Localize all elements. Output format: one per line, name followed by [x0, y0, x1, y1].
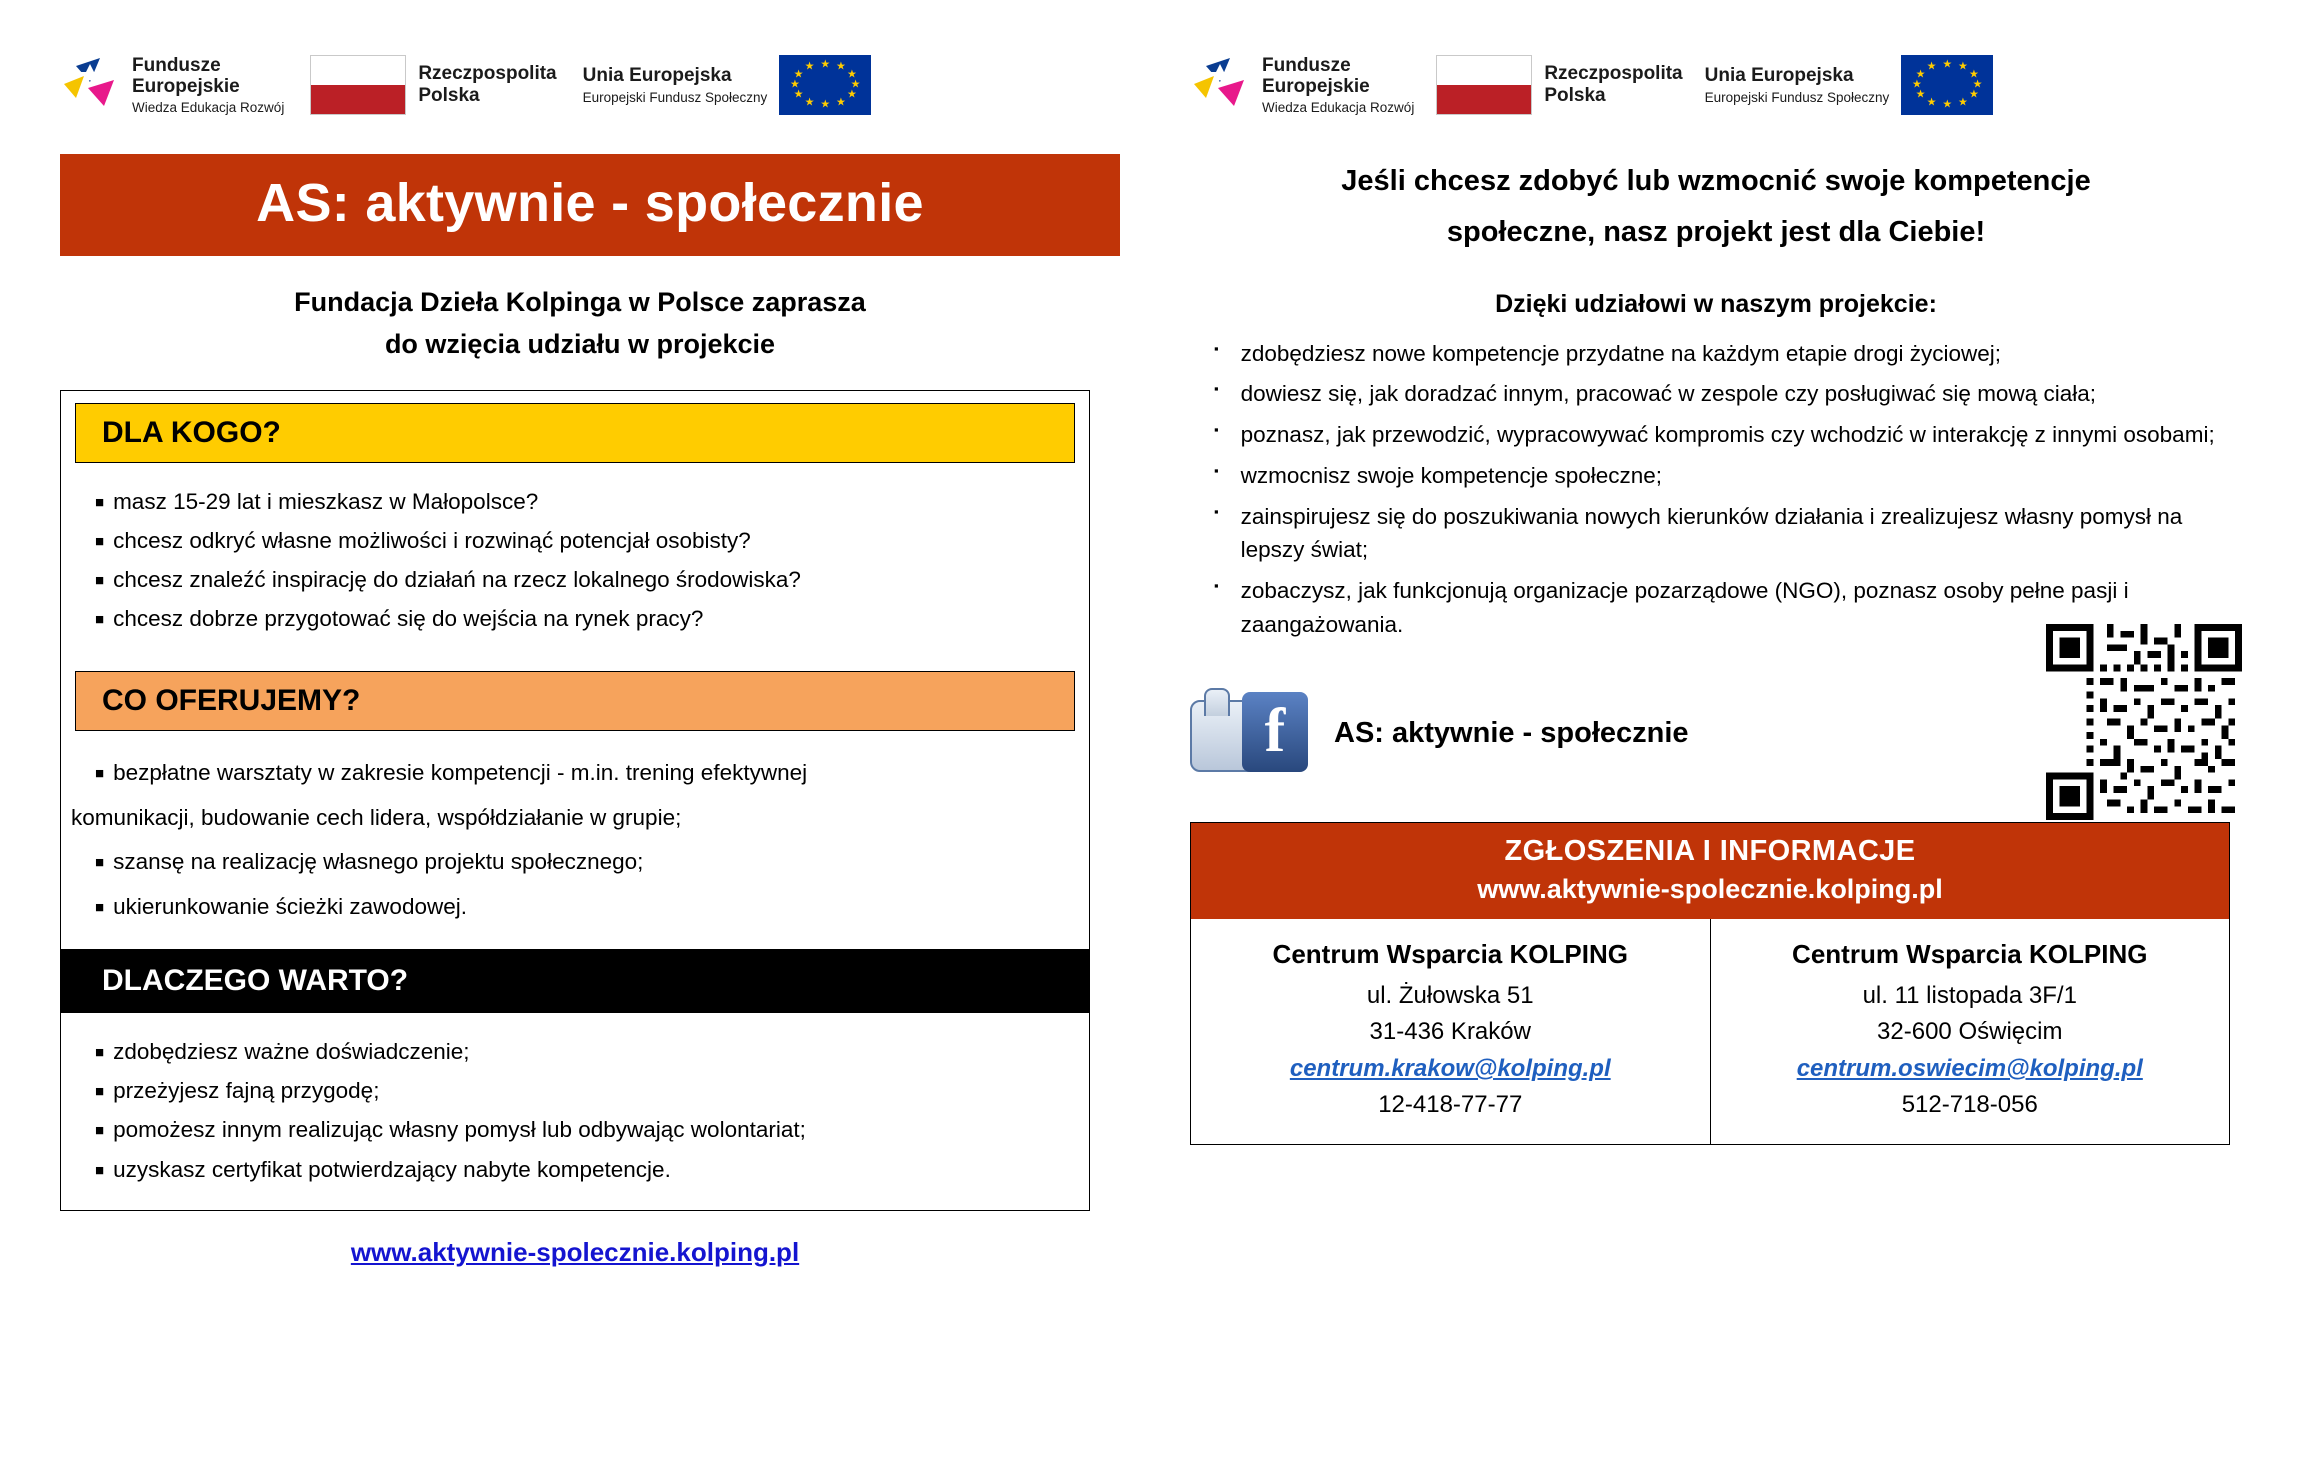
list-item-label: zainspirujesz się do poszukiwania nowych kierunków działania i zrealizujesz własny pomysł na lepszy świat;	[1240, 503, 2183, 563]
office-street: ul. 11 listopada 3F/1	[1862, 982, 2077, 1010]
list-item: ■ chcesz odkryć własne możliwości i rozwinąć potencjał osobisty?	[95, 524, 1063, 558]
eu-flag-icon: ★ ★ ★ ★ ★ ★ ★ ★ ★ ★ ★ ★	[1901, 55, 1993, 115]
list-item: ■ szansę na realizację własnego projektu społecznego;	[95, 842, 1063, 881]
fe-line1: Fundusze	[132, 54, 221, 76]
office-email-link[interactable]: centrum.krakow@kolping.pl	[1289, 1054, 1611, 1082]
contact-header-title: ZGŁOSZENIA I INFORMACJE	[1504, 834, 1916, 867]
fundusze-europejskie-text	[132, 55, 284, 116]
office-name: Centrum Wsparcia KOLPING	[1272, 938, 1628, 969]
bullet-square-icon: ▪	[1214, 340, 1219, 356]
list-item: ■ masz 15-29 lat i mieszkasz w Małopolsce?	[95, 485, 1063, 519]
unia-europejska-text	[583, 65, 768, 105]
rzeczpospolita-polska-logo	[310, 55, 556, 115]
contact-office-oswiecim	[1711, 919, 2230, 1144]
rzeczpospolita-text	[418, 63, 556, 107]
fundusze-europejskie-logo	[1190, 54, 1414, 116]
eu-funding-logo-bar-left	[60, 30, 1110, 140]
fe-line2: Europejskie	[132, 75, 240, 97]
invite-line-2: do wzięcia udziału w projekcie	[384, 328, 776, 359]
list-item: ■ pomożesz innym realizując własny pomysł lub odbywając wolontariat;	[95, 1113, 1063, 1147]
rzeczpospolita-text	[1544, 63, 1682, 107]
right-headline	[1190, 156, 2242, 258]
list-item-label: dowiesz się, jak doradzać innym, pracować w zespole czy posługiwać się mową ciała;	[1240, 381, 2096, 407]
fundusze-europejskie-logo	[60, 54, 284, 116]
facebook-like-icon[interactable]	[1190, 686, 1308, 782]
rp-line1: Rzeczpospolita	[418, 63, 557, 85]
list-item	[1214, 459, 2242, 493]
contact-office-krakow	[1191, 919, 1711, 1144]
list-item: ■ ukierunkowanie ścieżki zawodowej.	[95, 887, 1063, 926]
section-list-dla-kogo	[61, 475, 1089, 660]
list-item: ■ zdobędziesz ważne doświadczenie;	[95, 1035, 1063, 1069]
project-website-link[interactable]: www.aktywnie-spolecznie.kolping.pl	[350, 1236, 800, 1267]
fundusze-europejskie-icon	[60, 54, 122, 116]
right-panel	[1150, 0, 2302, 1464]
office-email-link[interactable]: centrum.oswiecim@kolping.pl	[1796, 1054, 2143, 1082]
bullet-square-icon: ▪	[1214, 381, 1219, 397]
office-city: 32-600 Oświęcim	[1877, 1018, 2063, 1046]
contact-box	[1190, 822, 2230, 1145]
benefits-subheading: Dzięki udziałowi w naszym projekcie:	[1495, 289, 1937, 318]
fe-subtitle: Wiedza Edukacja Rozwój	[1262, 100, 1415, 116]
section-heading-dla-kogo: DLA KOGO?	[75, 403, 1075, 463]
list-item: ■ chcesz znaleźć inspirację do działań na rzecz lokalnego środowiska?	[95, 563, 1063, 597]
fundusze-europejskie-icon	[1190, 54, 1252, 116]
benefits-list	[1190, 337, 2242, 642]
headline-line-2: społeczne, nasz projekt jest dla Ciebie!	[1446, 215, 1986, 248]
project-website-link-wrapper	[60, 1237, 1090, 1268]
list-item-label: wzmocnisz swoje kompetencje społeczne;	[1240, 462, 1663, 488]
facebook-f-icon: f	[1242, 692, 1308, 772]
rp-line2: Polska	[418, 85, 480, 106]
contact-header-website[interactable]: www.aktywnie-spolecznie.kolping.pl	[1477, 873, 1943, 904]
facebook-page-name: AS: aktywnie - społecznie	[1334, 717, 1689, 749]
list-item	[1214, 418, 2242, 452]
left-content-box	[60, 390, 1090, 1211]
polish-flag-icon	[1436, 55, 1532, 115]
list-item-label: zobaczysz, jak funkcjonują organizacje pozarządowe (NGO), poznasz osoby pełne pasji i zaangażowania.	[1240, 578, 2129, 637]
list-item: ■ bezpłatne warsztaty w zakresie kompetencji - m.in. trening efektywnej	[95, 753, 1063, 792]
invite-line-1: Fundacja Dzieła Kolpinga w Polsce zaprasza	[294, 287, 866, 317]
list-item-label: poznasz, jak przewodzić, wypracowywać kompromis czy wchodzić w interakcję z innymi osobami;	[1240, 422, 2215, 447]
office-name: Centrum Wsparcia KOLPING	[1792, 938, 2148, 969]
list-item	[1214, 377, 2242, 411]
page-title: AS: aktywnie - społecznie	[60, 154, 1120, 256]
invitation-text	[60, 282, 1100, 366]
contact-columns	[1191, 919, 2229, 1144]
rp-line1: Rzeczpospolita	[1544, 63, 1683, 85]
fe-line1: Fundusze	[1262, 54, 1351, 76]
list-item-label: zdobędziesz nowe kompetencje przydatne na każdym etapie drogi życiowej;	[1240, 340, 2002, 366]
bullet-square-icon: ▪	[1214, 578, 1219, 593]
bullet-square-icon: ▪	[1214, 462, 1219, 478]
left-panel	[0, 0, 1150, 1464]
section-heading-co-oferujemy: CO OFERUJEMY?	[75, 671, 1075, 731]
list-item-continuation: komunikacji, budowanie cech lidera, współdziałanie w grupie;	[71, 804, 682, 830]
ue-line2: Europejski Fundusz Społeczny	[1704, 89, 1890, 105]
ue-line1: Unia Europejska	[582, 64, 732, 86]
ue-line2: Europejski Fundusz Społeczny	[582, 89, 768, 105]
fe-subtitle: Wiedza Edukacja Rozwój	[132, 100, 285, 116]
section-heading-dlaczego-warto: DLACZEGO WARTO?	[61, 949, 1089, 1013]
office-phone: 512-718-056	[1901, 1091, 2038, 1119]
fundusze-europejskie-text	[1262, 55, 1414, 116]
eu-flag-icon: ★ ★ ★ ★ ★ ★ ★ ★ ★ ★ ★ ★	[779, 55, 871, 115]
unia-europejska-logo	[1705, 55, 1994, 115]
list-item	[1214, 500, 2242, 568]
rzeczpospolita-polska-logo	[1436, 55, 1682, 115]
eu-funding-logo-bar-right	[1190, 30, 2242, 140]
section-list-dlaczego-warto	[61, 1013, 1089, 1210]
office-city: 31-436 Kraków	[1369, 1018, 1531, 1046]
list-item: ■ chcesz dobrze przygotować się do wejścia na rynek pracy?	[95, 602, 1063, 636]
office-street: ul. Żułowska 51	[1366, 982, 1534, 1010]
ue-line1: Unia Europejska	[1704, 64, 1854, 86]
list-item: ■ przeżyjesz fajną przygodę;	[95, 1074, 1063, 1108]
headline-line-1: Jeśli chcesz zdobyć lub wzmocnić swoje kompetencje	[1341, 165, 2091, 197]
facebook-row	[1190, 686, 2242, 782]
unia-europejska-text	[1705, 65, 1890, 105]
section-list-co-oferujemy	[61, 743, 1089, 949]
list-item	[1214, 337, 2242, 371]
unia-europejska-logo	[583, 55, 872, 115]
fe-line2: Europejskie	[1262, 75, 1370, 97]
list-item: ■ uzyskasz certyfikat potwierdzający nabyte kompetencje.	[95, 1153, 1063, 1187]
bullet-square-icon: ▪	[1214, 422, 1219, 437]
bullet-square-icon: ▪	[1214, 503, 1219, 519]
rp-line2: Polska	[1544, 85, 1606, 106]
qr-code-icon[interactable]	[2046, 624, 2242, 820]
office-phone: 12-418-77-77	[1378, 1091, 1523, 1119]
contact-box-header	[1191, 823, 2229, 919]
polish-flag-icon	[310, 55, 406, 115]
